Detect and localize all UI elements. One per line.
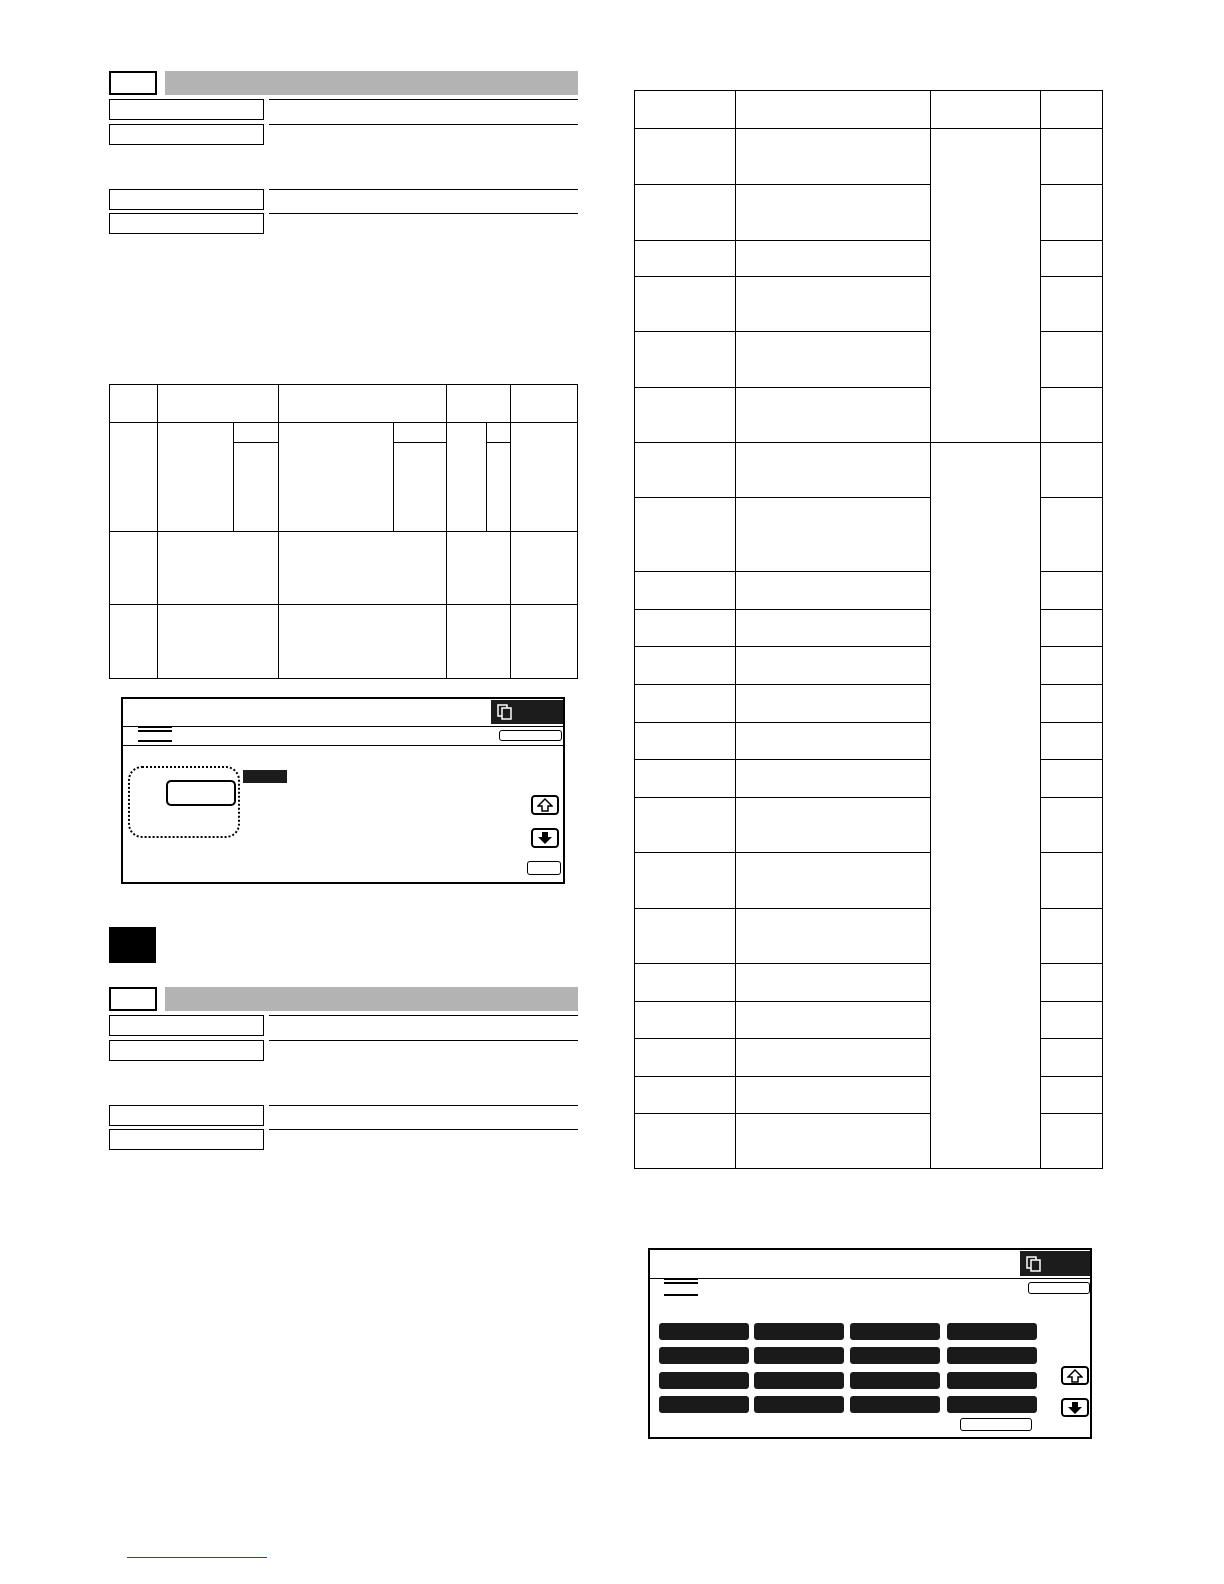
- function-key[interactable]: [947, 1347, 1037, 1364]
- function-key[interactable]: [850, 1372, 940, 1389]
- table-row-line: [1040, 609, 1102, 610]
- function-key[interactable]: [947, 1372, 1037, 1389]
- function-key[interactable]: [659, 1323, 749, 1340]
- table-row-line: [634, 684, 930, 685]
- hamburger-icon[interactable]: [138, 727, 172, 744]
- table-border-right: [1102, 90, 1103, 1169]
- table-row-line: [1040, 684, 1102, 685]
- table-row-line: [1040, 759, 1102, 760]
- ok-button[interactable]: [527, 861, 561, 875]
- function-key[interactable]: [754, 1372, 844, 1389]
- back-button[interactable]: [499, 730, 562, 741]
- function-key[interactable]: [947, 1323, 1037, 1340]
- item-rule: [269, 1015, 578, 1016]
- table-row-line: [634, 852, 930, 853]
- function-key[interactable]: [659, 1396, 749, 1413]
- function-key[interactable]: [659, 1347, 749, 1364]
- table-row-line: [1040, 908, 1102, 909]
- table-row-line: [1040, 184, 1102, 185]
- table-row-line: [634, 722, 930, 723]
- table-row-line: [634, 646, 930, 647]
- selection-group: [128, 766, 240, 838]
- table-row-line: [1040, 497, 1102, 498]
- item-rule: [269, 189, 578, 190]
- section-header-bar: [165, 71, 578, 95]
- selected-indicator: [243, 770, 287, 783]
- item-label-box: [109, 1015, 264, 1036]
- table-row-line: [634, 1038, 930, 1039]
- item-label-box: [109, 99, 264, 120]
- scroll-down-button[interactable]: [1061, 1398, 1089, 1417]
- title-separator: [650, 1278, 1090, 1279]
- section-code-box: [109, 987, 157, 1011]
- function-key[interactable]: [850, 1396, 940, 1413]
- section-code-box: [109, 71, 157, 95]
- screen-mockup-1: [121, 697, 565, 884]
- arrow-down-icon: [537, 831, 553, 845]
- header-separator: [123, 745, 563, 746]
- function-key[interactable]: [947, 1396, 1037, 1413]
- item-label-box: [109, 124, 264, 145]
- scroll-up-button[interactable]: [531, 795, 559, 815]
- arrow-up-icon: [537, 798, 553, 812]
- table-row-line: [634, 963, 930, 964]
- table-row-line: [1040, 1038, 1102, 1039]
- table-column-line: [735, 90, 736, 1169]
- item-rule: [269, 1040, 578, 1041]
- table-row-line: [634, 442, 1102, 443]
- copy-mode-tab[interactable]: [491, 700, 563, 724]
- section-header-bar: [165, 987, 578, 1011]
- value-field[interactable]: [166, 780, 236, 806]
- table-border-left: [634, 90, 635, 1169]
- item-rule: [269, 1129, 578, 1130]
- function-key[interactable]: [754, 1396, 844, 1413]
- scroll-up-button[interactable]: [1061, 1366, 1089, 1385]
- table-row-line: [1040, 240, 1102, 241]
- table-row-line: [1040, 276, 1102, 277]
- table-row-line: [634, 1001, 930, 1002]
- table-row-line: [634, 184, 930, 185]
- table-row-line: [634, 1113, 930, 1114]
- table-column-line: [1040, 90, 1041, 1169]
- function-key[interactable]: [754, 1323, 844, 1340]
- footer-link-underline[interactable]: [127, 1557, 267, 1558]
- table-row-line: [634, 331, 930, 332]
- table-row-line: [1040, 852, 1102, 853]
- item-label-box: [109, 1129, 264, 1150]
- table-row-line: [1040, 797, 1102, 798]
- table-row-line: [634, 571, 930, 572]
- table-row-line: [1040, 722, 1102, 723]
- item-rule: [269, 1105, 578, 1106]
- ok-button[interactable]: [960, 1418, 1032, 1431]
- table-row-line: [634, 240, 930, 241]
- item-label-box: [109, 189, 264, 210]
- table-row-line: [1040, 1076, 1102, 1077]
- item-label-box: [109, 1105, 264, 1126]
- table-row-line: [1040, 963, 1102, 964]
- table-border-top: [634, 90, 1103, 91]
- table-row-line: [1040, 331, 1102, 332]
- table-row-line: [1040, 1001, 1102, 1002]
- hamburger-icon[interactable]: [664, 1279, 698, 1298]
- table-row-line: [634, 387, 930, 388]
- table-row-line: [1040, 571, 1102, 572]
- item-rule: [269, 213, 578, 214]
- title-separator: [123, 726, 563, 727]
- arrow-down-icon: [1067, 1401, 1083, 1415]
- item-rule: [269, 99, 578, 100]
- table-border-bottom: [634, 1168, 1103, 1169]
- scroll-down-button[interactable]: [531, 828, 559, 848]
- table-row-line: [634, 908, 930, 909]
- table-row-line: [634, 609, 930, 610]
- item-label-box: [109, 213, 264, 234]
- copy-mode-icon: [497, 704, 513, 720]
- chapter-marker: [109, 927, 156, 963]
- table-row-line: [1040, 646, 1102, 647]
- copy-mode-tab[interactable]: [1020, 1251, 1090, 1276]
- table-row-line: [634, 797, 930, 798]
- table-column-line: [930, 90, 931, 1169]
- screen-mockup-2: [648, 1248, 1092, 1439]
- table-row-line: [634, 276, 930, 277]
- function-key[interactable]: [659, 1372, 749, 1389]
- item-rule: [269, 124, 578, 125]
- function-key[interactable]: [754, 1347, 844, 1364]
- item-label-box: [109, 1040, 264, 1061]
- table-row-line: [1040, 387, 1102, 388]
- table-row-line: [634, 759, 930, 760]
- table-row-line: [634, 497, 930, 498]
- function-key[interactable]: [850, 1323, 940, 1340]
- table-row-line: [634, 128, 1102, 129]
- copy-mode-icon: [1026, 1256, 1042, 1272]
- arrow-up-icon: [1067, 1369, 1083, 1383]
- table-row-line: [1040, 1113, 1102, 1114]
- function-key[interactable]: [850, 1347, 940, 1364]
- back-button[interactable]: [1028, 1282, 1090, 1294]
- table-row-line: [634, 1076, 930, 1077]
